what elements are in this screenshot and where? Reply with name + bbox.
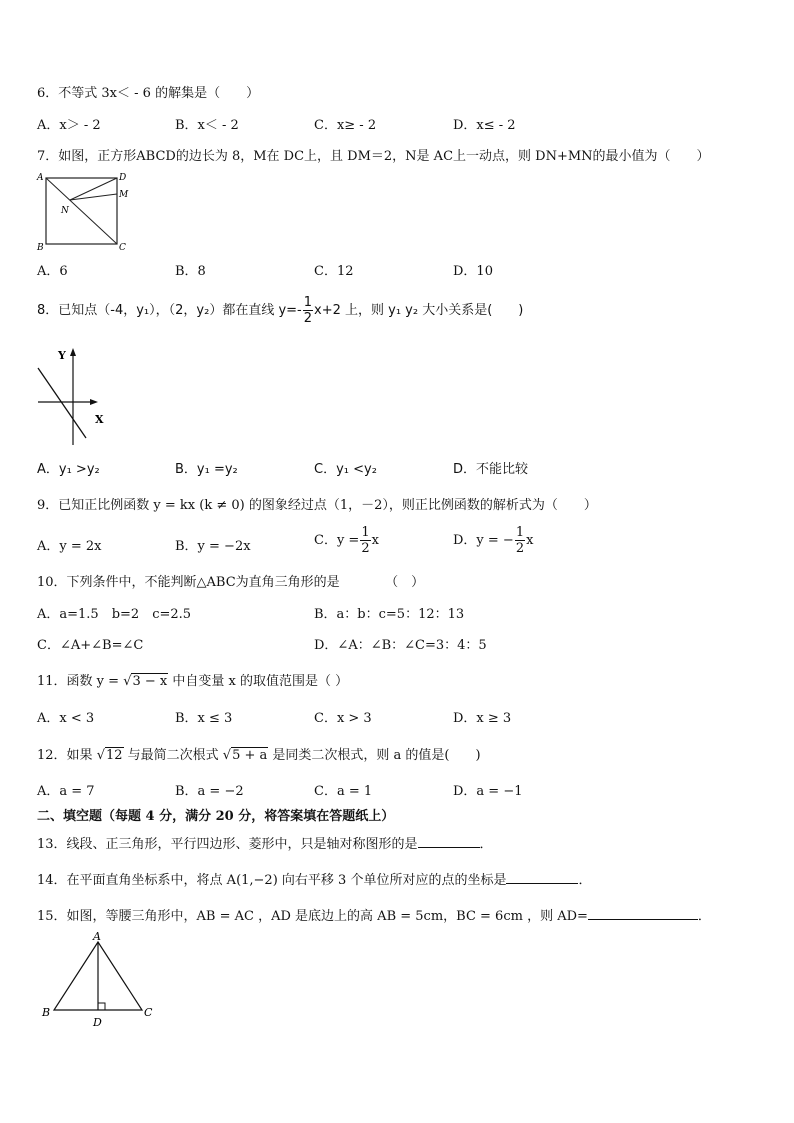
q10-options-row2 (0, 634, 794, 652)
q7-square-figure (34, 168, 134, 252)
q8-option-c[interactable]: C．y₁ <y₂ (314, 462, 377, 477)
q12-stem (37, 744, 481, 763)
q9-option-d-num: 1 (515, 525, 525, 540)
q8-option-b[interactable]: B．y₁ =y₂ (175, 462, 238, 477)
q15-answer-blank[interactable] (588, 907, 698, 920)
q8-frac-num: 1 (303, 295, 313, 310)
q9-options (0, 526, 794, 562)
q9-option-d-den: 2 (515, 541, 525, 556)
q8-stem (37, 296, 523, 325)
q6-options (0, 114, 794, 132)
y-axis-label: Y (58, 349, 66, 362)
q12-option-b[interactable]: B．a = −2 (175, 784, 244, 799)
q9-option-b[interactable]: B．y = −2x (175, 539, 251, 554)
q6-option-d[interactable]: D．x≤ - 2 (453, 118, 516, 133)
label-a: A (93, 930, 101, 943)
q7-option-b[interactable]: B．8 (175, 264, 206, 279)
q11-stem-pre: 11．函数 y = (37, 674, 124, 689)
q8-option-d[interactable]: D．不能比较 (453, 462, 529, 477)
q6-stem: 6．不等式 3x＜ - 6 的解集是（ ） (37, 86, 260, 101)
label-m: M (119, 190, 129, 200)
q7-option-c[interactable]: C．12 (314, 264, 354, 279)
q11-option-b[interactable]: B．x ≤ 3 (175, 711, 233, 726)
q14-text: 14．在平面直角坐标系中，将点 A(1,−2) 向右平移 3 个单位所对应的点的坐标是 (37, 873, 507, 888)
q9-option-c-num: 1 (361, 525, 370, 540)
label-a: A (37, 173, 44, 183)
q8-frac-den: 2 (303, 311, 313, 326)
q12-option-a[interactable]: A．a = 7 (37, 784, 95, 799)
q12-stem-mid: 与最简二次根式 (123, 748, 223, 763)
label-c: C (144, 1006, 153, 1019)
q11-option-a[interactable]: A．x < 3 (37, 711, 95, 726)
q12-option-c[interactable]: C．a = 1 (314, 784, 373, 799)
q12-radicand-2: 5 + a (232, 748, 268, 763)
q11-option-d[interactable]: D．x ≥ 3 (453, 711, 512, 726)
q14-stem (37, 869, 591, 888)
q11-stem-post: 中自变量 x 的取值范围是（ ） (168, 674, 349, 689)
x-axis-arrow-icon (90, 399, 98, 405)
sqrt-icon: √ (222, 748, 232, 763)
q11-radicand: 3 − x (132, 674, 168, 689)
q9-option-c-pre: C．y = (314, 533, 360, 548)
q7-stem: 7．如图，正方形ABCD的边长为 8，M在 DC上，且 DM＝2，N是 AC上一动点，则 DN+MN的最小值为（ ） (37, 149, 710, 164)
q15-text: 15．如图，等腰三角形中，AB = AC ，AD 是底边上的高 AB = 5cm，BC = 6cm ，则 AD= (37, 909, 588, 924)
q14-answer-blank[interactable] (506, 871, 578, 884)
q12-options (0, 780, 794, 798)
q11-option-c[interactable]: C．x > 3 (314, 711, 372, 726)
label-b: B (42, 1006, 51, 1019)
q13-text: 13．线段、正三角形，平行四边形、菱形中，只是轴对称图形的是 (37, 837, 418, 852)
q7-option-a[interactable]: A．6 (37, 264, 68, 279)
graph-line (38, 368, 86, 438)
q8-stem-post: x+2 上，则 y₁ y₂ 大小关系是( ) (314, 303, 524, 318)
q9-option-a[interactable]: A．y = 2x (37, 539, 102, 554)
label-b: B (37, 243, 44, 252)
q11-stem (37, 670, 348, 689)
q9-stem: 9．已知正比例函数 y = kx (k ≠ 0) 的图象经过点（1，－2），则正比例函数的解析式为（ ） (37, 498, 597, 513)
q8-line-graph (34, 345, 114, 447)
q13-answer-blank[interactable] (418, 835, 480, 848)
q6-option-c[interactable]: C．x≥ - 2 (314, 118, 377, 133)
q10-option-c[interactable]: C．∠A+∠B=∠C (37, 638, 144, 653)
q9-option-c-den: 2 (361, 541, 370, 556)
q13-stem (37, 833, 493, 852)
q11-options (0, 707, 794, 725)
label-d: D (93, 1016, 102, 1029)
q7-option-d[interactable]: D．10 (453, 264, 493, 279)
q12-stem-post: 是同类二次根式，则 a 的值是( ) (268, 748, 481, 763)
q9-option-d-pre: D．y = − (453, 533, 514, 548)
label-d: D (119, 173, 127, 183)
q7-options (0, 260, 794, 278)
q10-option-d[interactable]: D．∠A：∠B：∠C=3：4：5 (314, 638, 487, 653)
q15-triangle-figure (36, 928, 160, 1032)
x-axis-label: X (95, 413, 104, 426)
sqrt-icon: √ (96, 748, 105, 763)
y-axis-arrow-icon (70, 348, 76, 356)
q6-option-a[interactable]: A．x＞ - 2 (37, 118, 101, 133)
right-angle-mark-icon (98, 1003, 105, 1010)
q15-tail: ． (697, 909, 711, 924)
q10-option-a[interactable]: A．a=1.5 b=2 c=2.5 (37, 607, 192, 622)
q9-option-c-post: x (371, 533, 379, 548)
q8-stem-pre: 8．已知点（-4，y₁），（2，y₂）都在直线 y=- (37, 303, 302, 318)
sqrt-icon: √ (123, 674, 132, 689)
q10-options-row1 (0, 603, 794, 621)
diagonal-ac (46, 178, 117, 244)
q8-fraction (303, 296, 313, 325)
q12-stem-pre: 12．如果 (37, 748, 97, 763)
q12-radicand-1: 12 (105, 748, 123, 763)
q15-stem (37, 905, 711, 924)
q10-option-b[interactable]: B．a：b：c=5：12：13 (314, 607, 465, 622)
q9-option-d-post: x (526, 533, 534, 548)
label-c: C (119, 243, 126, 252)
q8-option-a[interactable]: A．y₁ >y₂ (37, 462, 100, 477)
section-heading-fill-in: 二、填空题（每题 4 分，满分 20 分，将答案填在答题纸上） (37, 809, 395, 824)
q6-option-b[interactable]: B．x＜ - 2 (175, 118, 239, 133)
q13-tail: ． (479, 837, 493, 852)
label-n: N (61, 206, 69, 216)
q12-option-d[interactable]: D．a = −1 (453, 784, 523, 799)
q9-option-c[interactable] (314, 526, 379, 555)
q9-option-d[interactable] (453, 526, 533, 555)
q10-stem: 10．下列条件中，不能判断△ABC为直角三角形的是 （ ） (37, 575, 425, 590)
q8-options (0, 458, 794, 476)
q14-tail: ． (578, 873, 592, 888)
